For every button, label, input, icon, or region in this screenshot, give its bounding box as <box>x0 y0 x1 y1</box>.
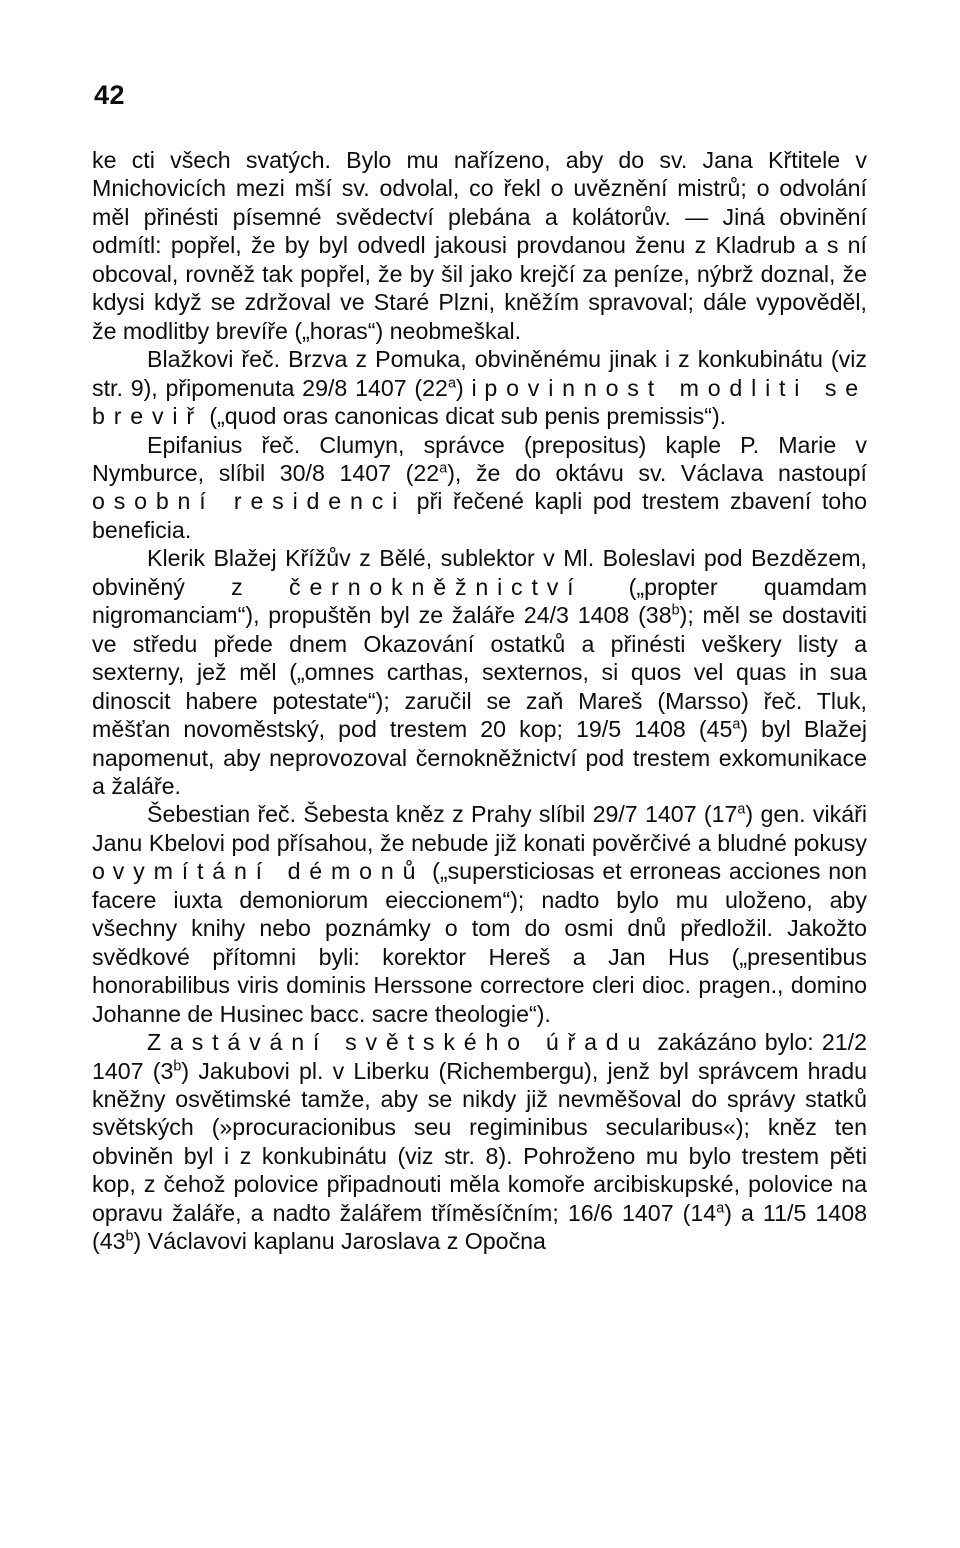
spaced-emphasis-text: černokněžnictví <box>289 573 583 600</box>
paragraph <box>92 146 867 345</box>
spaced-emphasis-text: osobní residenci <box>92 488 407 515</box>
text-run: ke cti všech svatých. Bylo mu nařízeno, aby do sv. Jana Křtitele v Mnichovicích mezi mší sv. odvolal, co řekl o uvěznění mistrů; o odvolání měl přinésti písemné svědectví plebána a kolátorův. — Jiná obvinění odmítl: popřel, že by byl odvedl jakousi provdanou ženu z Kladrub a s ní obcoval, rovněž tak popřel, že by šil jako krejčí za peníze, nýbrž doznal, že kdysi když se zdržoval ve Staré Plzni, kněžím spravoval; dále vypověděl, že modlitby brevíře („horas“) neobmeškal. <box>92 147 867 344</box>
text-run: („propter quamdam nigromanciam“), propuštěn byl ze žaláře 24/3 1408 (38 <box>92 573 868 629</box>
text-run: ); měl se dostaviti ve středu přede dnem Okazování ostatků a přinésti veškery listy a sexterny, jež měl („omnes carthas, sexternos, si quos vel quas in sua dinoscit habere potestate“); zaručil se zaň Mareš (Marsso) řeč. Tluk, měšťan novoměstský, pod trestem 20 kop; 19/5 1408 (45 <box>92 602 868 743</box>
text-run: ) a 11/5 1408 (43 <box>92 1199 867 1255</box>
text-run: („quod oras canonicas dicat sub penis premissis“). <box>202 403 727 430</box>
superscript-letter: b <box>671 602 680 619</box>
superscript-letter: b <box>125 1228 134 1245</box>
superscript-letter: a <box>716 1200 725 1217</box>
text-run: ) Václavovi kaplanu Jaroslava z Opočna <box>133 1228 546 1255</box>
paragraph <box>92 345 867 430</box>
text-run: ) i <box>455 374 485 401</box>
paragraph <box>92 1028 867 1256</box>
text-run: Šebestian řeč. Šebesta kněz z Prahy slíbil 29/7 1407 (17 <box>147 801 738 828</box>
text-run: ) Jakubovi pl. v Liberku (Richembergu), jenž byl správcem hradu kněžny osvětimské tamže, aby se nikdy již nevměšoval do správy statků světských (»procuracionibus seu regiminibus secularibus«); kněz ten obviněn byl i z konkubinátu (viz str. 8). Pohroženo mu bylo trestem pěti kop, z čehož polovice připadnouti měla komoře arcibiskupské, polovice na opravu žaláře, a nadto žalářem tříměsíčním; 16/6 1407 (14 <box>92 1057 867 1226</box>
text-run: Klerik Blažej Křížův z Bělé, sublektor v Ml. Boleslavi pod Bezdězem, obviněný z <box>92 545 867 600</box>
paragraph <box>92 431 867 545</box>
superscript-letter: a <box>447 374 456 391</box>
text-run: („supersticiosas et erroneas acciones non facere iuxta demoniorum eieccionem“); nadto bylo mu uloženo, aby všechny knihy nebo poznámky o tom do osmi dnů předložil. Jakožto svědkové přítomni byli: korektor Hereš a Jan Hus („presentibus honorabilibus viris dominis Herssone correctore cleri dioc. pragen., domino Johanne de Husinec bacc. sacre theologie“). <box>92 858 867 1027</box>
text-run: Epifanius řeč. Clumyn, správce (prepositus) kaple P. Marie v Nymburce, slíbil 30/8 1407 (22 <box>92 431 867 486</box>
text-run: zakázáno bylo: 21/2 1407 (3 <box>92 1029 867 1084</box>
text-run: ), že do oktávu sv. Václava nastoupí <box>447 459 868 486</box>
spaced-emphasis-text: povinnost modliti se breviř <box>92 374 867 430</box>
text-run: při řečené kapli pod trestem zbavení toho beneficia. <box>92 488 867 543</box>
superscript-letter: a <box>737 801 746 818</box>
paragraph <box>92 800 867 1028</box>
spaced-emphasis-text: Zastávání světského úřadu <box>147 1029 650 1056</box>
spaced-emphasis-text: vymítání démonů <box>112 858 425 885</box>
superscript-letter: b <box>173 1057 182 1074</box>
superscript-letter: a <box>732 716 741 733</box>
text-run: ) byl Blažej napomenut, aby neprovozoval černokněžnictví pod trestem exkomunikace a žaláře. <box>92 716 867 799</box>
text-run: ) gen. vikáři Janu Kbelovi pod přísahou, že nebude již konati pověrčivé a bludné pokusy o <box>92 801 868 885</box>
paragraph <box>92 544 867 800</box>
body-text <box>92 146 867 1256</box>
page-number: 42 <box>94 80 126 110</box>
text-run: Blažkovi řeč. Brzva z Pomuka, obviněnému jinak i z konkubinátu (viz str. 9), připomenuta 29/8 1407 (22 <box>92 346 867 401</box>
superscript-letter: a <box>439 460 448 477</box>
